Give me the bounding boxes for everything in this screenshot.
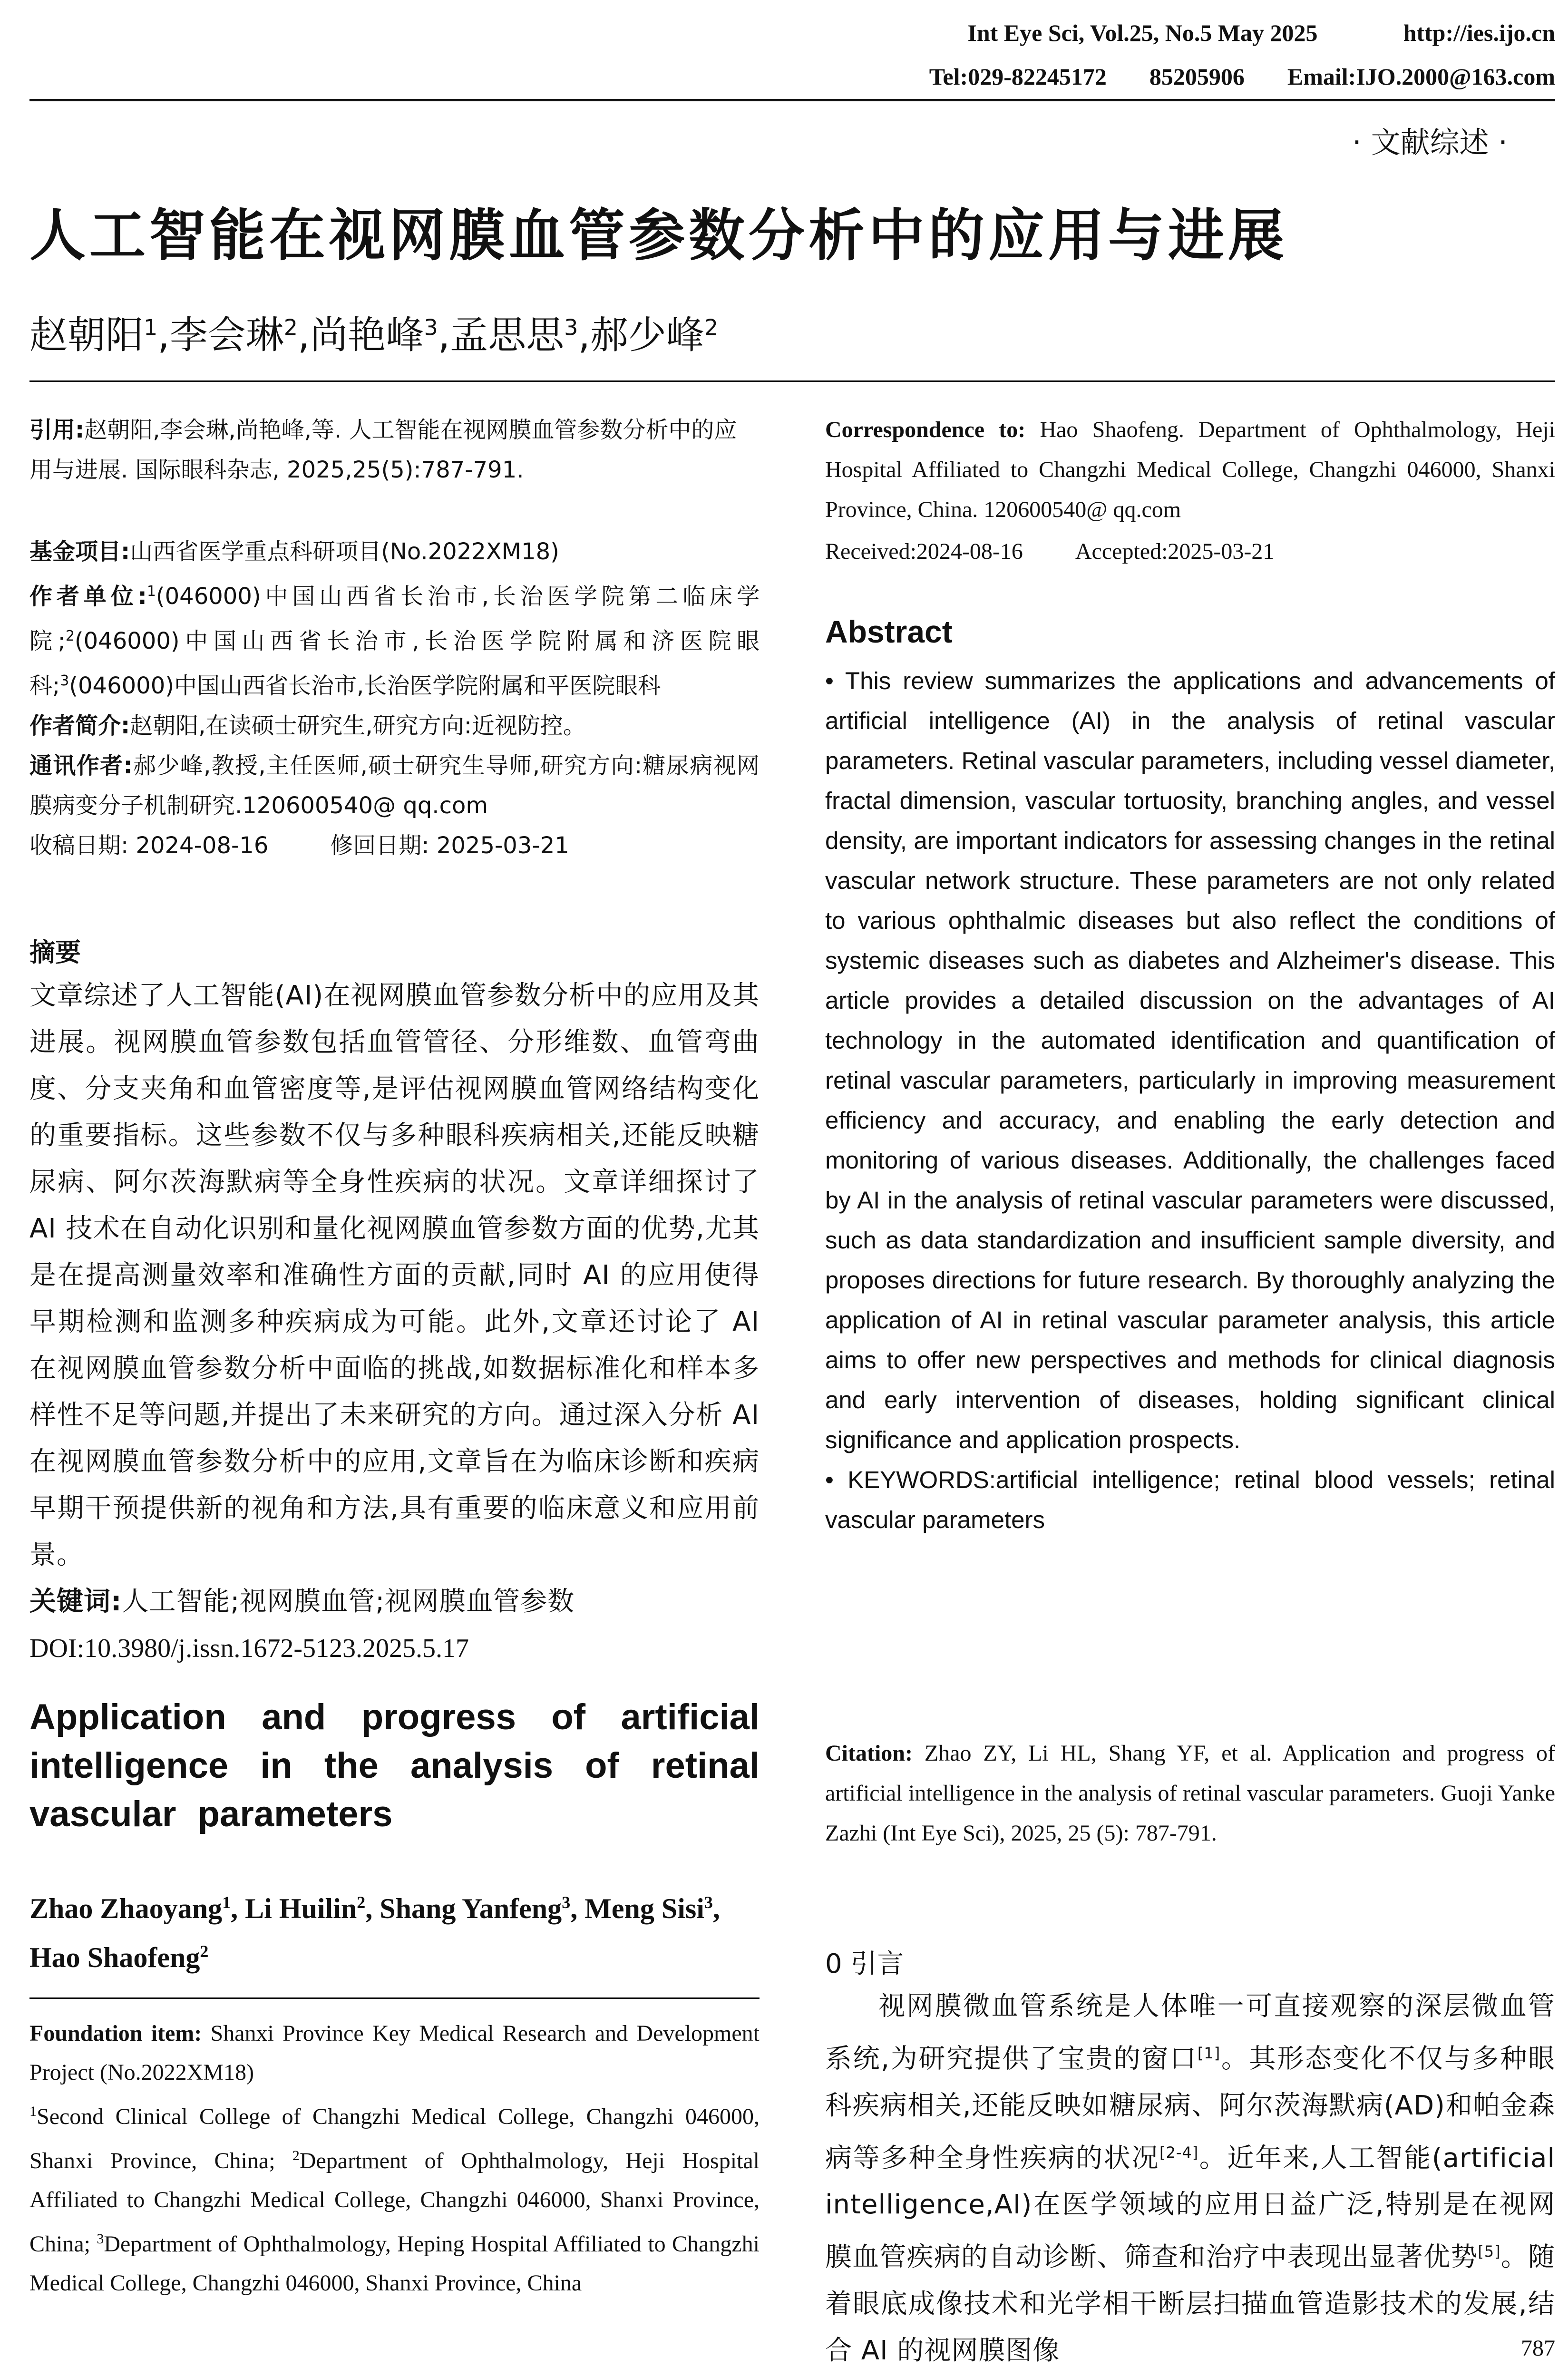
affil-label: 作者单位: <box>29 583 147 610</box>
citation-en <box>825 1734 1555 1853</box>
corr-cn-label: 通讯作者: <box>29 752 133 779</box>
fund-label: 基金项目: <box>29 538 130 565</box>
author-name: Li Huilin <box>245 1893 357 1924</box>
affil-sup: 3 <box>564 314 578 341</box>
affil-en-text: Department of Ophthalmology, Heji Hospital Affiliated to Changzhi Medical College, Changzhi 046000, Shanxi Province, China; <box>29 2148 760 2257</box>
affil-text: (046000)中国山西省长治市,长治医学院附属和济医院眼科; <box>29 628 760 699</box>
author-bio <box>29 706 760 746</box>
citation-cn <box>29 410 760 490</box>
author-list-cn: 赵朝阳$^1$,李会琳$^2$,尚艳峰$^3$,孟思思$^3$,郝少峰$^2$ <box>29 313 719 357</box>
page-title: 人工智能在视网膜血管参数分析中的应用与进展 <box>29 203 1288 268</box>
citation-cn-label: 引用: <box>29 417 85 443</box>
affil-sup: 3 <box>97 2231 104 2247</box>
author-list-en: Zhao Zhaoyang$^1$, Li Huilin$^2$, Shang Yanfeng$^3$, Meng Sisi$^3$, Hao Shaofeng$^2$ <box>29 1893 720 1973</box>
keywords-cn-text: 人工智能;视网膜血管;视网膜血管参数 <box>122 1586 575 1617</box>
affil-sup: 2 <box>292 2148 300 2163</box>
author-name: Meng Sisi <box>584 1893 704 1924</box>
article-meta-cn <box>29 532 760 866</box>
accepted-date-en: Accepted:2025-03-21 <box>1075 539 1275 564</box>
author-name: Shang Yanfeng <box>380 1893 562 1924</box>
reference-marker[interactable]: [2-4] <box>1159 2143 1199 2162</box>
journal-url[interactable]: http://ies.ijo.cn <box>1403 19 1555 46</box>
affil-sup: 2 <box>65 628 75 644</box>
author-name: 郝少峰 <box>590 313 704 357</box>
citation-en-text: Zhao ZY, Li HL, Shang YF, et al. Application and progress of artificial intelligence in the analysis of retinal vascular parameters. Guoji Yanke Zazhi (Int Eye Sci), 2025, 25 (5): 787-791. <box>825 1741 1556 1846</box>
page-number: 787 <box>1521 2336 1555 2361</box>
citation-cn-text: 赵朝阳,李会琳,尚艳峰,等. 人工智能在视网膜血管参数分析中的应用与进展. 国际眼科杂志, 2025,25(5):787-791. <box>29 417 737 483</box>
tel-number: Tel:029-82245172 <box>929 63 1107 90</box>
keywords-en-text: artificial intelligence; retinal blood vessels; retinal vascular parameters <box>825 1466 1556 1533</box>
fund-text: 山西省医学重点科研项目(No.2022XM18) <box>130 538 559 565</box>
author-name: 尚艳峰 <box>310 313 424 357</box>
received-date-cn: 收稿日期: 2024-08-16 <box>29 832 269 859</box>
abstract-cn-text: 文章综述了人工智能(AI)在视网膜血管参数分析中的应用及其进展。视网膜血管参数包括血管管径、分形维数、血管弯曲度、分支夹角和血管密度等,是评估视网膜血管网络结构变化的重要指标。这些参数不仅与多种眼科疾病相关,还能反映糖尿病、阿尔茨海默病等全身性疾病的状况。文章详细探讨了 AI 技术在自动化识别和量化视网膜血管参数方面的优势,尤其是在提高测量效率和准确性方面的贡献,同时 AI 的应用使得早期检测和监测多种疾病成为可能。此外,文章还讨论了 AI 在视网膜血管参数分析中面临的挑战,如数据标准化和样本多样性不足等问题,并提出了未来研究的方向。通过深入分析 AI 在视网膜血管参数分析中的应用,文章旨在为临床诊断和疾病早期干预提供新的视角和方法,具有重要的临床意义和应用前景。 <box>29 980 760 1570</box>
corr-cn-text: 郝少峰,教授,主任医师,硕士研究生导师,研究方向:糖尿病视网膜病变分子机制研究.120600540@ qq.com <box>29 752 760 819</box>
affil-en-text: Second Clinical College of Changzhi Medical College, Changzhi 046000, Shanxi Province, China; <box>29 2104 760 2173</box>
affil-sup: 1 <box>144 314 158 341</box>
keywords-cn <box>29 1578 760 1625</box>
fund-item <box>29 532 760 572</box>
foundation-text: Shanxi Province Key Medical Research and Development Project (No.2022XM18) <box>29 2021 760 2085</box>
abstract-en-heading: Abstract <box>825 614 953 649</box>
bio-label: 作者简介: <box>29 712 130 739</box>
dates-en <box>825 532 1555 572</box>
correspondence-en <box>825 410 1555 530</box>
intro-heading: 0 引言 <box>825 1948 904 1979</box>
running-header-contact <box>808 63 1555 90</box>
email-address[interactable]: Email:IJO.2000@163.com <box>1287 63 1555 90</box>
author-name: 赵朝阳 <box>29 313 144 357</box>
affil-sup: 1 <box>146 583 156 600</box>
doi[interactable]: DOI:10.3980/j.issn.1672-5123.2025.5.17 <box>29 1634 469 1663</box>
affil-sup: 1 <box>29 2104 37 2119</box>
author-name: 孟思思 <box>450 313 565 357</box>
author-name: Hao Shaofeng <box>29 1942 200 1973</box>
abstract-en <box>825 661 1555 1540</box>
revised-date-cn: 修回日期: 2025-03-21 <box>330 832 569 859</box>
keywords-en-label: • KEYWORDS: <box>825 1466 996 1493</box>
abstract-en-text: • This review summarizes the applications and advancements of artificial intelligence (AI) in the analysis of retinal vascular parameters. Retinal vascular parameters, including vessel diameter, fractal dimension, vascular tortuosity, branching angles, and vessel density, are important indicators for assessing changes in the retinal vascular network structure. These parameters are not only related to various ophthalmic diseases but also reflect the conditions of systemic diseases such as diabetes and Alzheimer's disease. This article provides a detailed discussion on the advantages of AI technology in the automated identification and quantification of retinal vascular parameters, particularly in improving measurement efficiency and accuracy, and enabling the early detection and monitoring of various diseases. Additionally, the challenges faced by AI in the analysis of retinal vascular parameters were discussed, such as data standardization and insufficient sample diversity, and proposes directions for future research. By thoroughly analyzing the application of AI in retinal vascular parameter analysis, this article aims to offer new perspectives and methods for clinical diagnosis and early intervention of diseases, holding significant clinical significance and application prospects. <box>825 667 1555 1453</box>
affil-sup: 3 <box>704 1893 713 1912</box>
affil-en-text: Department of Ophthalmology, Heping Hospital Affiliated to Changzhi Medical College, Changzhi 046000, Shanxi Province, China <box>29 2231 760 2296</box>
affil-sup: 2 <box>357 1893 366 1912</box>
affil-text: (046000)中国山西省长治市,长治医学院第二临床学院; <box>29 583 760 654</box>
foundation-en <box>29 2014 760 2303</box>
corresponding-author-cn <box>29 746 760 826</box>
affil-sup: 1 <box>222 1893 231 1912</box>
correspondence-label: Correspondence to: <box>825 417 1026 442</box>
intro-text: 。近年来,人工智能(artificial intelligence,AI)在医学领域的应用日益广泛,特别是在视网膜血管疾病的自动诊断、筛查和治疗中表现出显著优势 <box>825 2143 1556 2273</box>
intro-text: 。随着眼底成像技术和光学相干断层扫描血管造影技术的发展,结合 AI 的视网膜图像 <box>825 2241 1555 2366</box>
tel-number-2: 85205906 <box>1149 63 1245 90</box>
abstract-cn <box>29 973 760 1672</box>
author-name: 李会琳 <box>169 313 284 357</box>
keywords-en <box>825 1460 1555 1540</box>
title-rule <box>29 380 1555 382</box>
correspondence-text: Hao Shaofeng. Department of Ophthalmology, Heji Hospital Affiliated to Changzhi Medical College, Changzhi 046000, Shanxi Province, China. 120600540@ qq.com <box>825 417 1556 522</box>
reference-marker[interactable]: [1] <box>1197 2044 1221 2062</box>
abstract-cn-heading: 摘要 <box>29 937 81 967</box>
affil-sup: 3 <box>60 672 69 689</box>
received-date-en: Received:2024-08-16 <box>825 539 1023 564</box>
running-header-journal <box>808 19 1555 47</box>
intro-paragraph <box>825 1983 1555 2374</box>
english-title: Application and progress of artificial intelligence in the analysis of retinal vascular parameters <box>29 1697 760 1834</box>
affiliation-cn <box>29 572 760 706</box>
author-name: Zhao Zhaoyang <box>29 1893 223 1924</box>
citation-en-label: Citation: <box>825 1741 913 1766</box>
authors-rule <box>29 1997 760 1999</box>
bio-text: 赵朝阳,在读硕士研究生,研究方向:近视防控。 <box>130 712 586 739</box>
affil-sup: 3 <box>562 1893 571 1912</box>
section-tag: · 文献综述 · <box>1352 125 1508 160</box>
affil-sup: 2 <box>283 314 298 341</box>
affil-sup: 2 <box>200 1942 209 1961</box>
intro-text: 视网膜微血管系统是人体唯一可直接观察的深层微血管系统,为研究提供了宝贵的窗口 <box>825 1991 1555 2075</box>
dates-cn <box>29 826 760 866</box>
journal-info: Int Eye Sci, Vol.25, No.5 May 2025 <box>967 19 1318 46</box>
intro-text: 。其形态变化不仅与多种眼科疾病相关,还能反映如糖尿病、阿尔茨海默病(AD)和帕金森病等多种全身性疾病的状况 <box>825 2043 1555 2174</box>
reference-marker[interactable]: [5] <box>1478 2242 1501 2261</box>
affil-text: (046000)中国山西省长治市,长治医学院附属和平医院眼科 <box>69 672 661 699</box>
keywords-cn-label: 关键词: <box>29 1586 122 1617</box>
affil-sup: 2 <box>704 314 719 341</box>
foundation-label: Foundation item: <box>29 2021 202 2046</box>
header-rule <box>29 99 1555 101</box>
affil-sup: 3 <box>424 314 438 341</box>
